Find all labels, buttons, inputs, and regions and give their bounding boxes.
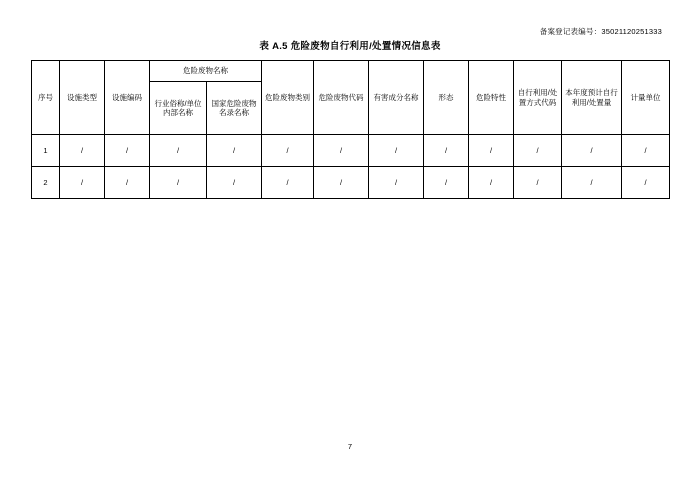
header-hazard-property: 危险特性 [469, 61, 514, 135]
cell-waste-code: / [314, 167, 369, 199]
table-header-row-group [32, 61, 670, 82]
header-facility-code: 设施编码 [105, 61, 150, 135]
record-number-label: 备案登记表编号：35021120251333 [539, 27, 662, 36]
header-waste-code: 危险废物代码 [314, 61, 369, 135]
cell-facility-code: / [105, 135, 150, 167]
header-physical-form: 形态 [424, 61, 469, 135]
header-industry-name: 行业俗称/单位内部名称 [150, 82, 207, 135]
header-waste-name-group: 危险废物名称 [150, 61, 262, 82]
header-method-code: 自行利用/处置方式代码 [514, 61, 562, 135]
header-seq: 序号 [32, 61, 60, 135]
cell-hazard-component: / [369, 135, 424, 167]
table-row [32, 135, 670, 167]
table-container [31, 60, 669, 199]
cell-waste-category: / [262, 135, 314, 167]
cell-hazard-property: / [469, 135, 514, 167]
cell-facility-type: / [60, 167, 105, 199]
header-waste-category: 危险废物类别 [262, 61, 314, 135]
header-facility-type: 设施类型 [60, 61, 105, 135]
page-number: 7 [347, 442, 353, 451]
cell-method-code: / [514, 135, 562, 167]
hazardous-waste-table [31, 60, 670, 199]
cell-waste-category: / [262, 167, 314, 199]
cell-hazard-component: / [369, 167, 424, 199]
cell-physical-form: / [424, 135, 469, 167]
cell-facility-type: / [60, 135, 105, 167]
cell-measure-unit: / [622, 135, 670, 167]
cell-waste-code: / [314, 135, 369, 167]
cell-measure-unit: / [622, 167, 670, 199]
header-annual-quantity: 本年度预计自行利用/处置量 [562, 61, 622, 135]
cell-national-catalog-name: / [207, 167, 262, 199]
cell-annual-quantity: / [562, 167, 622, 199]
header-measure-unit: 计量单位 [622, 61, 670, 135]
cell-industry-name: / [150, 167, 207, 199]
cell-seq: 1 [32, 135, 60, 167]
cell-seq: 2 [32, 167, 60, 199]
table-row [32, 167, 670, 199]
header-hazard-component: 有害成分名称 [369, 61, 424, 135]
header-national-catalog-name: 国家危险废物名录名称 [207, 82, 262, 135]
cell-facility-code: / [105, 167, 150, 199]
cell-industry-name: / [150, 135, 207, 167]
cell-national-catalog-name: / [207, 135, 262, 167]
cell-hazard-property: / [469, 167, 514, 199]
cell-method-code: / [514, 167, 562, 199]
cell-annual-quantity: / [562, 135, 622, 167]
cell-physical-form: / [424, 167, 469, 199]
page-title: 表 A.5 危险废物自行利用/处置情况信息表 [259, 41, 441, 52]
